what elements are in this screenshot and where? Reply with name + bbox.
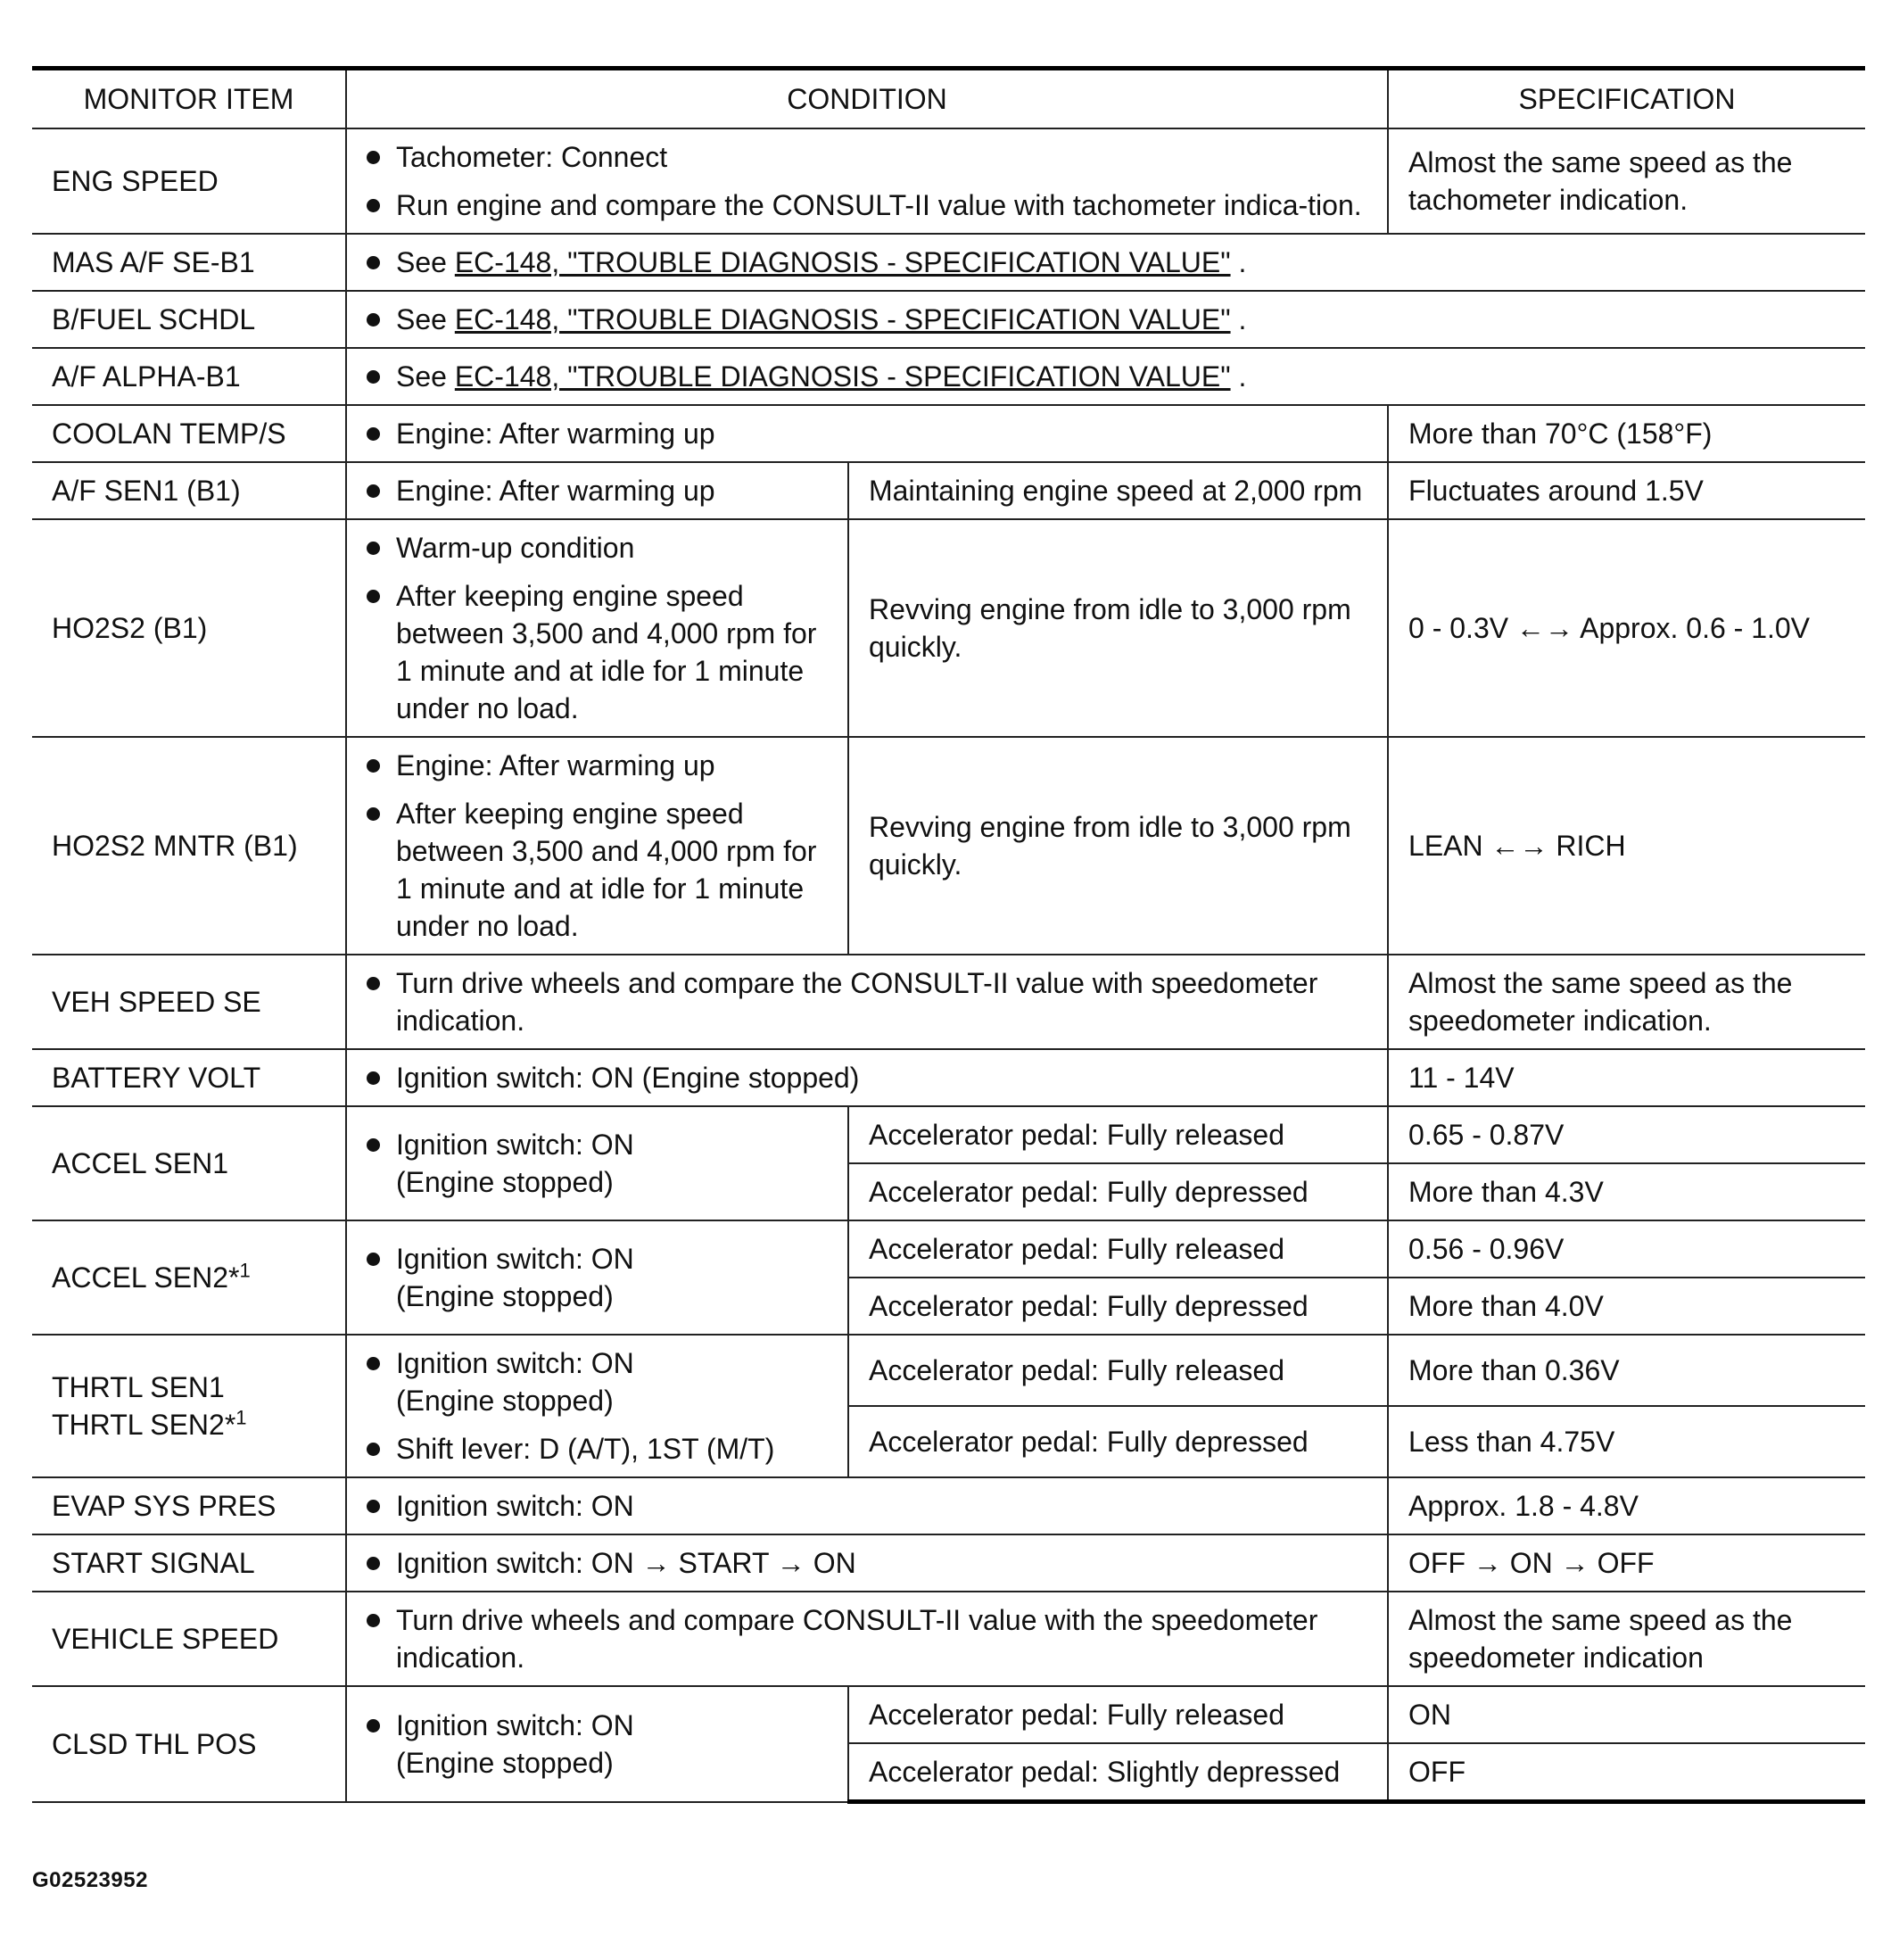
condition-cell [346,737,848,955]
monitor-item: A/F SEN1 (B1) [32,462,346,519]
table-row [32,1592,1865,1686]
sub-condition-cell: Accelerator pedal: Fully depressed [848,1163,1388,1220]
monitor-item: ENG SPEED [32,128,346,234]
monitor-item: B/FUEL SCHDL [32,291,346,348]
condition-cell [346,1477,1388,1534]
monitor-item: EVAP SYS PRES [32,1477,346,1534]
specification-cell: Fluctuates around 1.5V [1388,462,1865,519]
monitor-item: HO2S2 (B1) [32,519,346,737]
monitor-item: CLSD THL POS [32,1686,346,1802]
table-row [32,234,1865,291]
condition-line: (Engine stopped) [396,1746,614,1779]
table-row [32,1220,1865,1278]
condition-bullet: Run engine and compare the CONSULT-II value with tachometer indica-tion. [367,186,1367,224]
condition-bullet [367,244,1845,281]
condition-cell [346,519,848,737]
see-suffix: . [1238,360,1247,393]
specification-cell: LEAN ←→ RICH [1388,737,1865,955]
table-header-row [32,69,1865,129]
table-row [32,1049,1865,1106]
condition-line: Ignition switch: ON [396,1708,634,1741]
table-row [32,1534,1865,1592]
figure-id: G02523952 [32,1868,148,1892]
specification-cell: 0.56 - 0.96V [1388,1220,1865,1278]
specification-cell: More than 4.0V [1388,1278,1865,1335]
specification-cell: OFF [1388,1743,1865,1802]
specification-cell: Almost the same speed as the speedometer indication. [1388,955,1865,1049]
table-row [32,1335,1865,1406]
condition-cell [346,1534,1388,1592]
see-prefix: See [396,246,447,278]
condition-cell [346,1106,848,1220]
monitor-item: VEH SPEED SE [32,955,346,1049]
condition-bullet [367,1707,828,1782]
specification-cell: More than 70°C (158°F) [1388,405,1865,462]
condition-bullet [367,358,1845,395]
monitor-item-label: ACCEL SEN2* [52,1261,240,1294]
condition-bullet: Turn drive wheels and compare the CONSULT-II value with speedometer indication. [367,964,1367,1039]
condition-cell [346,128,1388,234]
monitor-item: START SIGNAL [32,1534,346,1592]
monitor-item [32,1220,346,1335]
condition-bullet: Turn drive wheels and compare CONSULT-II value with the speedometer indication. [367,1601,1367,1676]
sub-condition-cell: Revving engine from idle to 3,000 rpm quickly. [848,737,1388,955]
specification-cell: Approx. 1.8 - 4.8V [1388,1477,1865,1534]
condition-line: Ignition switch: ON [396,1129,634,1161]
specification-cell: Almost the same speed as the tachometer indication. [1388,128,1865,234]
condition-cell [346,291,1865,348]
reference-link[interactable]: EC-148, "TROUBLE DIAGNOSIS - SPECIFICATION VALUE" [454,303,1231,335]
monitor-item: BATTERY VOLT [32,1049,346,1106]
table-row [32,462,1865,519]
condition-cell [346,234,1865,291]
monitor-item: COOLAN TEMP/S [32,405,346,462]
condition-bullet: Tachometer: Connect [367,138,1367,176]
specification-cell: Less than 4.75V [1388,1406,1865,1477]
reference-link[interactable]: EC-148, "TROUBLE DIAGNOSIS - SPECIFICATION VALUE" [454,360,1231,393]
specification-cell: 11 - 14V [1388,1049,1865,1106]
sub-condition-cell: Maintaining engine speed at 2,000 rpm [848,462,1388,519]
specification-cell: More than 4.3V [1388,1163,1865,1220]
condition-cell [346,1220,848,1335]
table-row [32,1106,1865,1163]
monitor-item-label: THRTL SEN1 [52,1371,225,1403]
table-row [32,128,1865,234]
condition-bullet: Engine: After warming up [367,472,828,509]
table-row [32,405,1865,462]
specification-cell: More than 0.36V [1388,1335,1865,1406]
sub-condition-cell: Accelerator pedal: Fully released [848,1220,1388,1278]
table-row [32,1477,1865,1534]
sub-condition-cell: Accelerator pedal: Fully released [848,1335,1388,1406]
condition-cell [346,955,1388,1049]
condition-bullet [367,1344,828,1419]
specification-cell: OFF → ON → OFF [1388,1534,1865,1592]
monitor-item: A/F ALPHA-B1 [32,348,346,405]
condition-bullet: Ignition switch: ON → START → ON [367,1544,1367,1582]
condition-line: (Engine stopped) [396,1166,614,1198]
sub-condition-cell: Accelerator pedal: Fully depressed [848,1278,1388,1335]
condition-bullet: Ignition switch: ON (Engine stopped) [367,1059,1367,1096]
monitor-item: HO2S2 MNTR (B1) [32,737,346,955]
condition-line: (Engine stopped) [396,1385,614,1417]
table-row [32,348,1865,405]
condition-bullet [367,301,1845,338]
monitor-item [32,1335,346,1477]
condition-bullet: After keeping engine speed between 3,500 and 4,000 rpm for 1 minute and at idle for 1 minute under no load. [367,795,828,945]
table-row [32,1686,1865,1743]
specification-cell: 0.65 - 0.87V [1388,1106,1865,1163]
condition-cell [346,1049,1388,1106]
header-monitor-item: MONITOR ITEM [32,69,346,129]
condition-bullet [367,1240,828,1315]
condition-cell [346,405,1388,462]
condition-line: (Engine stopped) [396,1280,614,1312]
condition-cell [346,1686,848,1802]
condition-bullet: Warm-up condition [367,529,828,566]
see-suffix: . [1238,303,1247,335]
condition-cell [346,348,1865,405]
table-row [32,519,1865,737]
header-condition: CONDITION [346,69,1388,129]
sub-condition-cell: Accelerator pedal: Fully depressed [848,1406,1388,1477]
sub-condition-cell: Revving engine from idle to 3,000 rpm quickly. [848,519,1388,737]
monitor-spec-table [32,66,1865,1804]
monitor-item-label [52,1406,326,1443]
monitor-item-text: THRTL SEN2* [52,1409,236,1441]
table-row [32,955,1865,1049]
condition-bullet: Engine: After warming up [367,747,828,784]
condition-cell [346,1335,848,1477]
see-prefix: See [396,360,447,393]
condition-line: Ignition switch: ON [396,1243,634,1275]
see-suffix: . [1238,246,1247,278]
specification-cell: ON [1388,1686,1865,1743]
condition-bullet: Ignition switch: ON [367,1487,1367,1525]
reference-link[interactable]: EC-148, "TROUBLE DIAGNOSIS - SPECIFICATION VALUE" [454,246,1231,278]
specification-cell: 0 - 0.3V ←→ Approx. 0.6 - 1.0V [1388,519,1865,737]
footnote-marker: 1 [239,1259,251,1282]
table-row [32,291,1865,348]
specification-cell: Almost the same speed as the speedometer indication [1388,1592,1865,1686]
condition-bullet: After keeping engine speed between 3,500 and 4,000 rpm for 1 minute and at idle for 1 minute under no load. [367,577,828,727]
header-specification: SPECIFICATION [1388,69,1865,129]
condition-cell [346,1592,1388,1686]
condition-bullet: Engine: After warming up [367,415,1367,452]
sub-condition-cell: Accelerator pedal: Fully released [848,1686,1388,1743]
condition-cell [346,462,848,519]
monitor-item: ACCEL SEN1 [32,1106,346,1220]
condition-bullet [367,1126,828,1201]
footnote-marker: 1 [235,1406,247,1429]
monitor-item: VEHICLE SPEED [32,1592,346,1686]
table-row [32,737,1865,955]
monitor-item: MAS A/F SE-B1 [32,234,346,291]
condition-bullet: Shift lever: D (A/T), 1ST (M/T) [367,1430,828,1468]
sub-condition-cell: Accelerator pedal: Slightly depressed [848,1743,1388,1802]
see-prefix: See [396,303,447,335]
sub-condition-cell: Accelerator pedal: Fully released [848,1106,1388,1163]
condition-line: Ignition switch: ON [396,1347,634,1379]
